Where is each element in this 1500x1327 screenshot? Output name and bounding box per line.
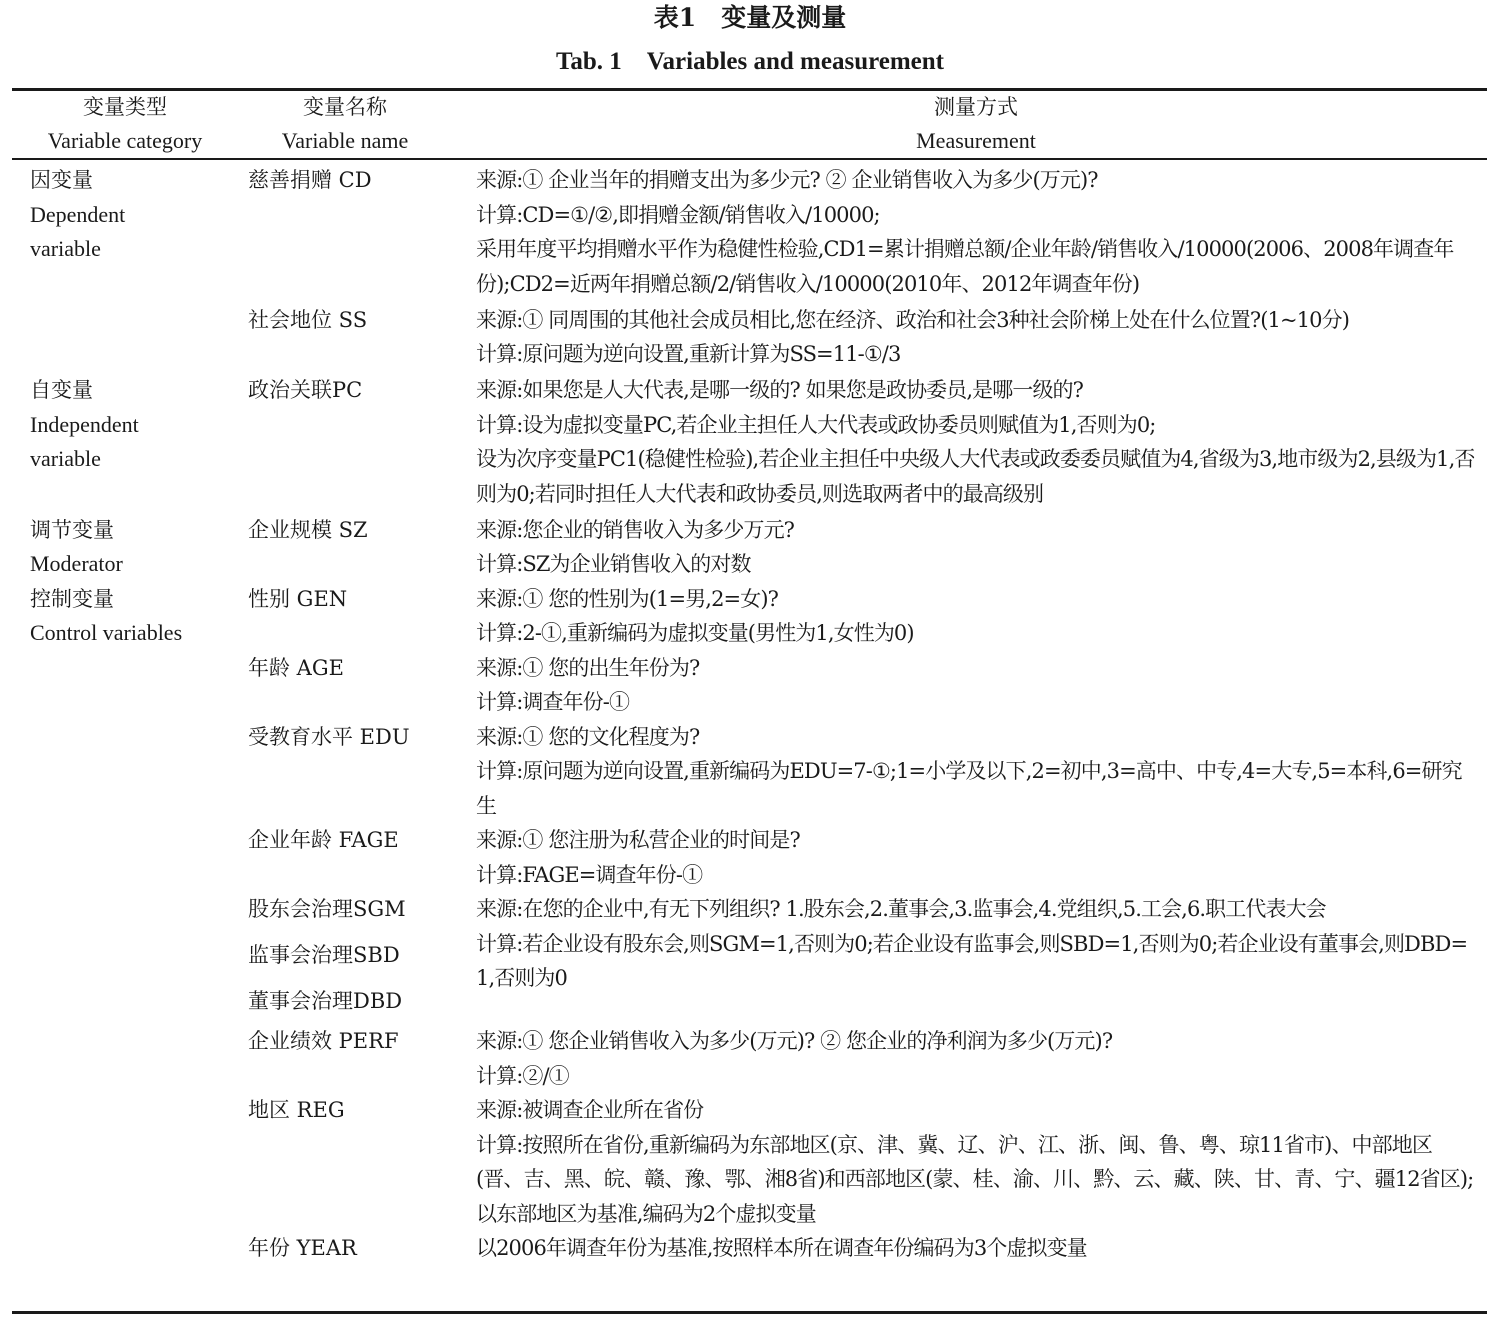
category-en: variable (30, 446, 101, 471)
header-label-en: Variable category (47, 128, 203, 153)
measurement-line: 计算:调查年份-① (476, 690, 630, 714)
category-zh: 因变量 (30, 168, 93, 192)
variable-name: 企业规模 SZ (248, 517, 368, 542)
table-row (30, 373, 1475, 513)
bottom-rule (12, 1311, 1487, 1314)
measurement-line: 计算:设为虚拟变量PC,若企业主担任人大代表或政协委员则赋值为1,否则为0; (476, 412, 1156, 437)
measurement-line: 计算:CD=①/②,即捐赠金额/销售收入/10000; (476, 202, 880, 227)
header-label-en: Measurement (916, 128, 1036, 153)
category-zh: 调节变量 (30, 517, 114, 542)
measurement-line: 计算:按照所在省份,重新编码为东部地区(京、津、冀、辽、沪、江、浙、闽、鲁、粤、琼11省市)、中部地区(晋、吉、黑、皖、赣、豫、鄂、湘8省)和西部地区(蒙、桂、渝、川、黔、云、藏、陕、甘、青、宁、疆12省区);以东部地区为基准,编码为2个虚拟变量 (476, 1132, 1474, 1226)
variable-name-cell (248, 373, 476, 513)
table-title-zh: 表1 变量及测量 (653, 3, 847, 32)
category-en: Independent (30, 411, 139, 437)
measurement-cell (476, 651, 1475, 720)
table-row (30, 513, 1475, 582)
variable-name: 董事会治理DBD (248, 989, 403, 1013)
measurement-cell (476, 582, 1475, 651)
measurement-cell (476, 823, 1475, 892)
variable-name-cell (248, 720, 476, 824)
measurement-line: 计算:SZ为企业销售收入的对数 (476, 552, 751, 576)
measurement-line: 来源:如果您是人大代表,是哪一级的? 如果您是政协委员,是哪一级的? (476, 378, 1084, 402)
variable-name: 地区 REG (248, 1098, 345, 1122)
header-variable-name (240, 90, 450, 158)
variable-name: 性别 GEN (248, 586, 348, 611)
measurement-cell (476, 513, 1475, 582)
variable-name-cell (248, 303, 476, 374)
variable-name: 企业绩效 PERF (248, 1029, 399, 1053)
category-cell (30, 163, 248, 373)
header-measurement (476, 90, 1476, 158)
measurement-line: 计算:原问题为逆向设置,重新计算为SS=11-①/3 (476, 342, 901, 366)
measurement-cell (476, 720, 1475, 824)
category-en: Moderator (30, 551, 123, 576)
category-zh: 自变量 (30, 378, 93, 402)
measurement-line: 来源:① 您企业销售收入为多少(万元)? ② 您企业的净利润为多少(万元)? (476, 1029, 1113, 1053)
header-label-zh: 测量方式 (934, 95, 1018, 119)
variable-name: 政治关联PC (248, 378, 363, 402)
header-label-zh: 变量类型 (83, 95, 167, 119)
measurement-line: 计算:原问题为逆向设置,重新编码为EDU=7-①;1=小学及以下,2=初中,3=高中、中专,4=大专,5=本科,6=研究生 (476, 759, 1462, 818)
table-row (30, 163, 1475, 303)
measurement-line: 设为次序变量PC1(稳健性检验),若企业主担任中央级人大代表或政委委员赋值为4,省级为3,地市级为2,县级为1,否则为0;若同时担任人大代表和政协委员,则选取两者中的最高级别 (476, 447, 1475, 506)
variable-name-cell (248, 892, 476, 1024)
variable-name-cell (248, 582, 476, 651)
variable-name: 股东会治理SGM (248, 897, 406, 921)
measurement-line: 计算:②/① (476, 1063, 569, 1088)
category-en: Control variables (30, 620, 183, 645)
header-label-en: Variable name (281, 128, 409, 153)
measurement-cell (476, 1024, 1475, 1093)
measurement-line: 来源:① 您的出生年份为? (476, 655, 700, 680)
measurement-line: 来源:① 您的性别为(1=男,2=女)? (476, 586, 778, 611)
variable-name-cell (248, 823, 476, 892)
variable-name: 企业年龄 FAGE (248, 828, 399, 852)
variable-name: 年龄 AGE (248, 655, 344, 680)
variable-name: 监事会治理SBD (248, 943, 400, 967)
category-cell (30, 373, 248, 513)
variables-table (30, 163, 1475, 1266)
table-row (30, 582, 1475, 651)
measurement-cell (476, 303, 1475, 374)
variable-name-cell (248, 1024, 476, 1093)
table-body (30, 163, 1475, 1266)
measurement-line: 来源:① 您的文化程度为? (476, 724, 700, 749)
category-en: variable (30, 236, 101, 261)
variable-name-cell (248, 1093, 476, 1231)
measurement-cell (476, 1231, 1475, 1266)
measurement-cell (476, 1093, 1475, 1231)
variable-name: 年份 YEAR (248, 1236, 357, 1260)
variable-name-cell (248, 513, 476, 582)
measurement-line: 来源:您企业的销售收入为多少万元? (476, 517, 795, 542)
category-cell (30, 513, 248, 582)
category-en: Dependent (30, 201, 126, 227)
measurement-cell (476, 373, 1475, 513)
measurement-cell (476, 892, 1475, 1024)
measurement-line: 来源:① 您注册为私营企业的时间是? (476, 828, 800, 852)
header-rule (12, 158, 1487, 160)
measurement-line: 采用年度平均捐赠水平作为稳健性检验,CD1=累计捐赠总额/企业年龄/销售收入/10000(2006、2008年调查年份);CD2=近两年捐赠总额/2/销售收入/10000(2010年、2012年调查年份) (476, 237, 1454, 296)
measurement-line: 来源:① 同周围的其他社会成员相比,您在经济、政治和社会3种社会阶梯上处在什么位置?(1~10分) (476, 307, 1350, 332)
header-label-zh: 变量名称 (303, 95, 387, 119)
variable-name: 社会地位 SS (248, 307, 368, 332)
measurement-line: 计算:2-①,重新编码为虚拟变量(男性为1,女性为0) (476, 621, 914, 645)
measurement-line: 来源:在您的企业中,有无下列组织? 1.股东会,2.董事会,3.监事会,4.党组织,5.工会,6.职工代表大会 (476, 897, 1326, 921)
measurement-line: 来源:被调查企业所在省份 (476, 1098, 704, 1122)
variable-name-cell (248, 1231, 476, 1266)
variable-name-cell (248, 163, 476, 303)
category-cell (30, 582, 248, 1266)
measurement-cell (476, 163, 1475, 303)
variable-name: 慈善捐赠 CD (248, 168, 372, 192)
measurement-line: 计算:FAGE=调查年份-① (476, 862, 703, 887)
table-title-en: Tab. 1 Variables and measurement (555, 48, 944, 75)
variable-name: 受教育水平 EDU (248, 724, 410, 749)
category-zh: 控制变量 (30, 586, 114, 611)
variable-name-cell (248, 651, 476, 720)
measurement-line: 以2006年调查年份为基准,按照样本所在调查年份编码为3个虚拟变量 (476, 1236, 1087, 1260)
measurement-line: 计算:若企业设有股东会,则SGM=1,否则为0;若企业设有监事会,则SBD=1,否则为0;若企业设有董事会,则DBD=1,否则为0 (476, 931, 1468, 990)
header-variable-category (30, 90, 220, 158)
measurement-line: 来源:① 企业当年的捐赠支出为多少元? ② 企业销售收入为多少(万元)? (476, 168, 1098, 192)
